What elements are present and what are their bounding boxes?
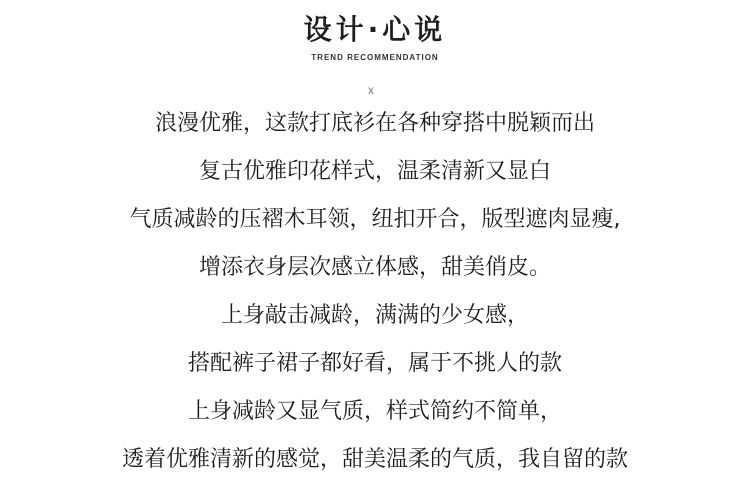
close-icon[interactable]: x: [368, 83, 374, 97]
description-line-2: 复古优雅印花样式，温柔清新又显白: [198, 159, 551, 184]
description-line-5: 上身敲击减龄，满满的少女感，: [220, 303, 529, 328]
description-text-block: [0, 106, 750, 490]
section-title: 设计·心说: [303, 13, 447, 46]
description-line-8: 透着优雅清新的感觉，甜美温柔的气质，我自留的款: [121, 447, 628, 472]
description-line-4: 增添衣身层次感立体感，甜美俏皮。: [198, 255, 551, 280]
description-line-3: 气质减龄的压褶木耳领，纽扣开合，版型遮肉显瘦,: [129, 207, 621, 232]
description-line-7: 上身减龄又显气质，样式简约不简单，: [187, 399, 562, 424]
description-line-1: 浪漫优雅，这款打底衫在各种穿搭中脱颖而出: [154, 111, 595, 136]
section-subtitle: TREND RECOMMENDATION: [311, 53, 439, 62]
description-line-6: 搭配裤子裙子都好看，属于不挑人的款: [187, 351, 562, 376]
